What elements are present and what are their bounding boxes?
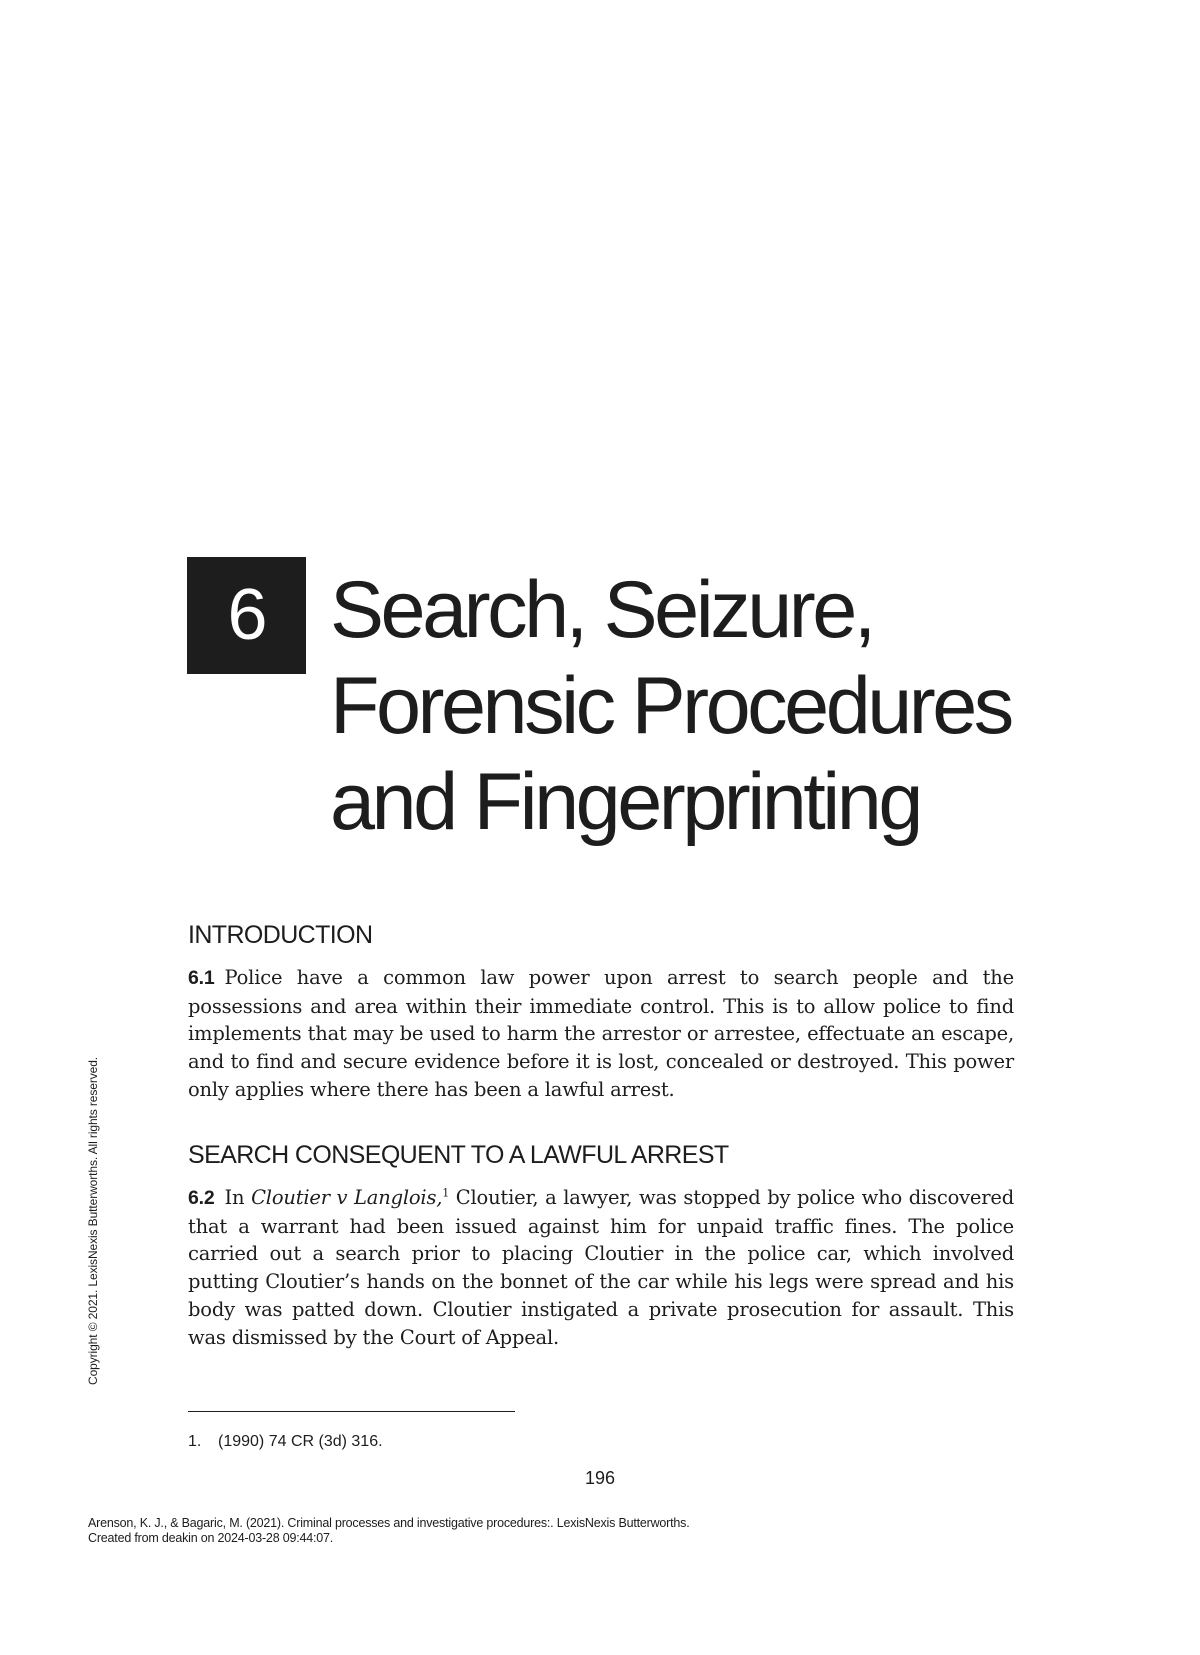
case-name: Cloutier v Langlois, [251, 1186, 443, 1209]
footnote-text: (1990) 74 CR (3d) 316. [218, 1433, 383, 1450]
paragraph-text: Cloutier, a lawyer, was stopped by police who discovered that a warrant had been issued against him for unpaid traffic fines. The police carried out a search prior to placing Cloutier in the police car, which involved putting Cloutier’s hands on the bonnet of the car while his legs were spread and his body was patted down. Cloutier instigated a private prosecution for assault. This was dismissed by the Court of Appeal. [188, 1186, 1015, 1349]
chapter-title-line: Forensic Procedures [330, 661, 1011, 751]
section-heading-search-consequent: SEARCH CONSEQUENT TO A LAWFUL ARREST [188, 1141, 729, 1169]
footnote-number: 1. [188, 1433, 202, 1450]
footnote [188, 1433, 383, 1451]
citation-line: Arenson, K. J., & Bagaric, M. (2021). Criminal processes and investigative procedures:. LexisNexis Butterworths. [88, 1516, 690, 1530]
paragraph-6-2 [188, 1184, 1014, 1351]
paragraph-number: 6.2 [188, 1187, 215, 1209]
footnote-reference[interactable]: 1 [442, 1186, 450, 1200]
created-line: Created from deakin on 2024-03-28 09:44:07. [88, 1531, 334, 1545]
paragraph-number: 6.1 [188, 967, 215, 989]
paragraph-lead: In [224, 1186, 245, 1209]
chapter-title-line: Search, Seizure, [330, 565, 873, 655]
chapter-title [330, 562, 1150, 850]
paragraph-text: Police have a common law power upon arrest to search people and the possessions and area within their immediate control. This is to allow police to find implements that may be used to harm the arrestor or arrestee, effectuate an escape, and to find and secure evidence before it is lost, concealed or destroyed. This power only applies where there has been a lawful arrest. [188, 966, 1014, 1101]
chapter-title-line: and Fingerprinting [330, 757, 920, 847]
page-number: 196 [584, 1468, 616, 1488]
section-heading-introduction: INTRODUCTION [188, 921, 373, 949]
citation-footer [88, 1516, 689, 1546]
copyright-notice: Copyright © 2021. LexisNexis Butterworths. All rights reserved. [86, 1056, 100, 1385]
chapter-number: 6 [187, 557, 306, 674]
paragraph-6-1 [188, 964, 1014, 1104]
footnote-divider [188, 1411, 515, 1412]
